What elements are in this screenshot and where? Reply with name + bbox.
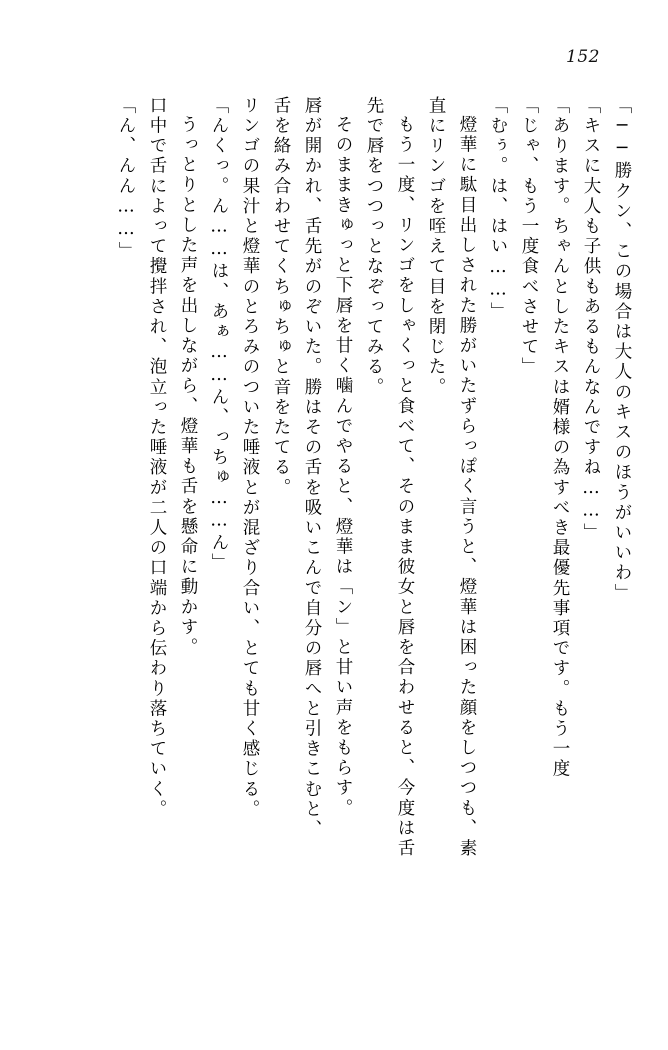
text-column: 「ん、んん……」 — [116, 96, 136, 262]
text-column: うっとりとした声を出しながら、燈華も舌を懸命に動かす。 — [178, 115, 198, 658]
text-column: 「じゃ、もう一度食べさせて」 — [519, 96, 539, 378]
page-number: 152 — [566, 47, 600, 67]
text-column: 先で唇をつつっとなぞってみる。 — [364, 96, 384, 398]
text-column: 口中で舌によって攪拌され、泡立った唾液が二人の口端から伝わり落ちていく。 — [147, 96, 167, 820]
text-column: 「むぅ。は、はい……」 — [488, 96, 508, 323]
text-column: 「んくっ。ん……は、あぁ……ん、っちゅ……ん」 — [209, 96, 229, 574]
vertical-text-block — [38, 96, 630, 1001]
text-column: 舌を絡み合わせてくちゅちゅと音をたてる。 — [271, 96, 291, 498]
text-column: もう一度、リンゴをしゃくっと食べて、そのまま彼女と唇を合わせると、今度は舌 — [395, 115, 415, 859]
text-column: 燈華に駄目出しされた勝がいたずらっぽく言うと、燈華は困った顔をしつつも、素 — [457, 115, 477, 859]
text-column: 唇が開かれ、舌先がのぞいた。勝はその舌を吸いこんで自分の唇へと引きこむと、 — [302, 96, 322, 840]
text-column: そのままきゅっと下唇を甘く噛んでやると、燈華は「ン」と甘い声をもらす。 — [333, 115, 353, 819]
text-column: リンゴの果汁と燈華のとろみのついた唾液とが混ざり合い、とても甘く感じる。 — [240, 96, 260, 820]
text-column: 「──勝クン、この場合は大人のキスのほうがいいわ」 — [612, 96, 632, 604]
text-column: 直にリンゴを咥えて目を閉じた。 — [426, 96, 446, 398]
text-column: 「キスに大人も子供もあるもんなんですね……」 — [581, 96, 601, 544]
text-column: 「あります。ちゃんとしたキスは婿様の為すべき最優先事項です。もう一度 — [550, 96, 570, 780]
